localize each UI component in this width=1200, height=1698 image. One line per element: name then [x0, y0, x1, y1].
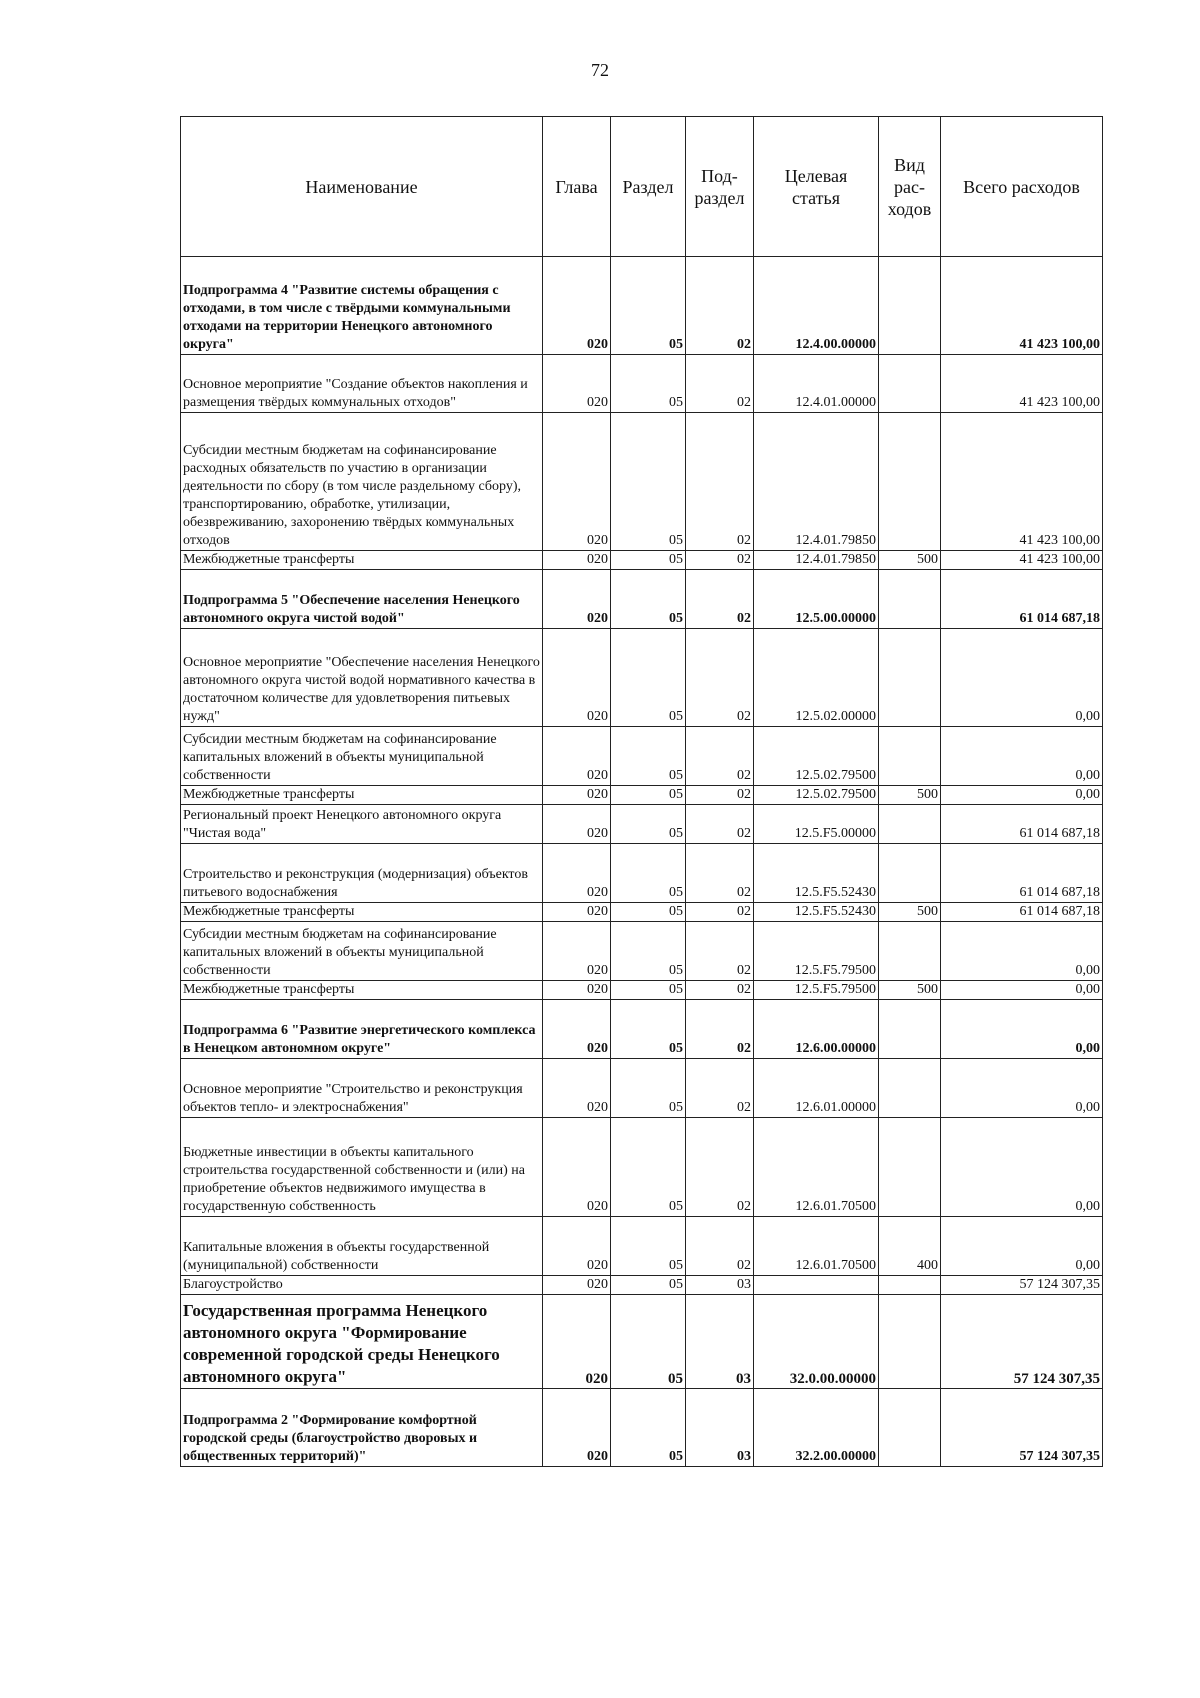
row-glava: 020: [543, 786, 611, 805]
row-name: Основное мероприятие "Строительство и реконструкция объектов тепло- и электроснабжения": [181, 1059, 543, 1118]
row-name: Подпрограмма 6 "Развитие энергетического комплекса в Ненецком автономном округе": [181, 1000, 543, 1059]
row-vsego: 41 423 100,00: [941, 257, 1103, 355]
row-tselevaya-statya: 12.6.01.00000: [754, 1059, 879, 1118]
row-podrazdel: 03: [686, 1389, 754, 1467]
row-tselevaya-statya: 12.6.01.70500: [754, 1118, 879, 1217]
row-glava: 020: [543, 1217, 611, 1276]
row-podrazdel: 02: [686, 786, 754, 805]
row-vid-raskhodov: [879, 922, 941, 981]
row-glava: 020: [543, 1000, 611, 1059]
row-podrazdel: 02: [686, 805, 754, 844]
row-tselevaya-statya: 12.5.F5.79500: [754, 981, 879, 1000]
table-row: [181, 1276, 1103, 1295]
row-razdel: 05: [611, 1276, 686, 1295]
row-vid-raskhodov: [879, 844, 941, 903]
table-row: [181, 1389, 1103, 1467]
row-vsego: 0,00: [941, 922, 1103, 981]
row-razdel: 05: [611, 1217, 686, 1276]
row-vid-raskhodov: [879, 1059, 941, 1118]
row-name: Капитальные вложения в объекты государственной (муниципальной) собственности: [181, 1217, 543, 1276]
table-row: [181, 1295, 1103, 1389]
header-vsego: Всего расходов: [941, 117, 1103, 257]
row-glava: 020: [543, 1295, 611, 1389]
row-razdel: 05: [611, 257, 686, 355]
row-name: Благоустройство: [181, 1276, 543, 1295]
row-tselevaya-statya: 12.4.00.00000: [754, 257, 879, 355]
row-vid-raskhodov: [879, 1389, 941, 1467]
table-row: [181, 551, 1103, 570]
row-tselevaya-statya: 12.4.01.79850: [754, 413, 879, 551]
row-glava: 020: [543, 727, 611, 786]
row-podrazdel: 02: [686, 1118, 754, 1217]
row-vsego: 0,00: [941, 1118, 1103, 1217]
row-vid-raskhodov: 500: [879, 903, 941, 922]
row-razdel: 05: [611, 786, 686, 805]
row-razdel: 05: [611, 727, 686, 786]
row-glava: 020: [543, 922, 611, 981]
row-name: Межбюджетные трансферты: [181, 981, 543, 1000]
row-glava: 020: [543, 629, 611, 727]
row-vsego: 41 423 100,00: [941, 551, 1103, 570]
row-vsego: 61 014 687,18: [941, 805, 1103, 844]
row-razdel: 05: [611, 981, 686, 1000]
row-vsego: 0,00: [941, 727, 1103, 786]
row-podrazdel: 02: [686, 903, 754, 922]
row-name: Субсидии местным бюджетам на софинансирование расходных обязательств по участию в организации деятельности по сбору (в том числе раздельному сбору), транспортированию, обработке, утилизации, обезвреживанию, захоронению твёрдых коммунальных отходов: [181, 413, 543, 551]
row-razdel: 05: [611, 570, 686, 629]
row-name: Подпрограмма 5 "Обеспечение населения Ненецкого автономного округа чистой водой": [181, 570, 543, 629]
row-podrazdel: 02: [686, 257, 754, 355]
row-vid-raskhodov: [879, 1118, 941, 1217]
row-glava: 020: [543, 1059, 611, 1118]
row-glava: 020: [543, 981, 611, 1000]
row-razdel: 05: [611, 355, 686, 413]
row-vid-raskhodov: [879, 257, 941, 355]
table-row: [181, 355, 1103, 413]
row-vid-raskhodov: [879, 1276, 941, 1295]
row-tselevaya-statya: 12.5.02.79500: [754, 786, 879, 805]
row-tselevaya-statya: 32.2.00.00000: [754, 1389, 879, 1467]
row-vsego: 57 124 307,35: [941, 1389, 1103, 1467]
row-podrazdel: 02: [686, 844, 754, 903]
row-razdel: 05: [611, 844, 686, 903]
row-vid-raskhodov: [879, 570, 941, 629]
row-name: Строительство и реконструкция (модернизация) объектов питьевого водоснабжения: [181, 844, 543, 903]
table-row: [181, 1118, 1103, 1217]
table-row: [181, 1059, 1103, 1118]
table-header-row: [181, 117, 1103, 257]
row-podrazdel: 02: [686, 551, 754, 570]
row-razdel: 05: [611, 1295, 686, 1389]
row-podrazdel: 02: [686, 1059, 754, 1118]
row-vsego: 0,00: [941, 786, 1103, 805]
row-razdel: 05: [611, 1059, 686, 1118]
row-vsego: 57 124 307,35: [941, 1295, 1103, 1389]
row-vsego: 61 014 687,18: [941, 844, 1103, 903]
row-vsego: 0,00: [941, 1000, 1103, 1059]
row-glava: 020: [543, 903, 611, 922]
table-row: [181, 903, 1103, 922]
table-row: [181, 413, 1103, 551]
header-podrazdel: Под- раздел: [686, 117, 754, 257]
header-glava: Глава: [543, 117, 611, 257]
header-razdel: Раздел: [611, 117, 686, 257]
row-tselevaya-statya: 12.5.00.00000: [754, 570, 879, 629]
row-podrazdel: 02: [686, 1217, 754, 1276]
row-vsego: 0,00: [941, 981, 1103, 1000]
row-razdel: 05: [611, 903, 686, 922]
row-podrazdel: 03: [686, 1295, 754, 1389]
row-tselevaya-statya: 12.4.01.79850: [754, 551, 879, 570]
row-razdel: 05: [611, 629, 686, 727]
row-vsego: 61 014 687,18: [941, 903, 1103, 922]
table-row: [181, 629, 1103, 727]
row-glava: 020: [543, 355, 611, 413]
header-vid-raskhodov: Вид рас- ходов: [879, 117, 941, 257]
row-vid-raskhodov: 500: [879, 551, 941, 570]
row-tselevaya-statya: 12.5.F5.79500: [754, 922, 879, 981]
row-name: Подпрограмма 2 "Формирование комфортной городской среды (благоустройство дворовых и общественных территорий)": [181, 1389, 543, 1467]
row-name: Государственная программа Ненецкого автономного округа "Формирование современной городской среды Ненецкого автономного округа": [181, 1295, 543, 1389]
row-glava: 020: [543, 1389, 611, 1467]
row-tselevaya-statya: 12.4.01.00000: [754, 355, 879, 413]
row-tselevaya-statya: 12.5.F5.00000: [754, 805, 879, 844]
row-razdel: 05: [611, 922, 686, 981]
row-razdel: 05: [611, 1000, 686, 1059]
row-vid-raskhodov: [879, 413, 941, 551]
row-tselevaya-statya: 32.0.00.00000: [754, 1295, 879, 1389]
row-vsego: 41 423 100,00: [941, 413, 1103, 551]
row-glava: 020: [543, 570, 611, 629]
row-podrazdel: 02: [686, 1000, 754, 1059]
row-podrazdel: 02: [686, 413, 754, 551]
row-vsego: 0,00: [941, 1217, 1103, 1276]
row-name: Субсидии местным бюджетам на софинансирование капитальных вложений в объекты муниципальной собственности: [181, 727, 543, 786]
row-vsego: 0,00: [941, 1059, 1103, 1118]
row-tselevaya-statya: 12.5.02.00000: [754, 629, 879, 727]
row-vid-raskhodov: 500: [879, 786, 941, 805]
row-glava: 020: [543, 1118, 611, 1217]
row-vid-raskhodov: 400: [879, 1217, 941, 1276]
row-podrazdel: 02: [686, 570, 754, 629]
header-name: Наименование: [181, 117, 543, 257]
row-name: Основное мероприятие "Создание объектов накопления и размещения твёрдых коммунальных отходов": [181, 355, 543, 413]
row-vsego: 41 423 100,00: [941, 355, 1103, 413]
row-tselevaya-statya: 12.6.00.00000: [754, 1000, 879, 1059]
table-row: [181, 1217, 1103, 1276]
row-name: Подпрограмма 4 "Развитие системы обращения с отходами, в том числе с твёрдыми коммунальными отходами на территории Ненецкого автономного округа": [181, 257, 543, 355]
row-razdel: 05: [611, 413, 686, 551]
table-row: [181, 786, 1103, 805]
row-podrazdel: 03: [686, 1276, 754, 1295]
row-vid-raskhodov: [879, 727, 941, 786]
row-tselevaya-statya: 12.6.01.70500: [754, 1217, 879, 1276]
row-podrazdel: 02: [686, 727, 754, 786]
row-glava: 020: [543, 844, 611, 903]
row-vid-raskhodov: [879, 629, 941, 727]
row-razdel: 05: [611, 551, 686, 570]
table-row: [181, 805, 1103, 844]
table-row: [181, 922, 1103, 981]
row-name: Межбюджетные трансферты: [181, 903, 543, 922]
row-vid-raskhodov: [879, 805, 941, 844]
row-razdel: 05: [611, 805, 686, 844]
row-vsego: 61 014 687,18: [941, 570, 1103, 629]
row-vsego: 57 124 307,35: [941, 1276, 1103, 1295]
row-name: Субсидии местным бюджетам на софинансирование капитальных вложений в объекты муниципальной собственности: [181, 922, 543, 981]
row-glava: 020: [543, 413, 611, 551]
row-glava: 020: [543, 257, 611, 355]
table-row: [181, 257, 1103, 355]
row-tselevaya-statya: 12.5.F5.52430: [754, 903, 879, 922]
row-podrazdel: 02: [686, 355, 754, 413]
row-tselevaya-statya: 12.5.02.79500: [754, 727, 879, 786]
table-row: [181, 727, 1103, 786]
row-tselevaya-statya: [754, 1276, 879, 1295]
row-vid-raskhodov: [879, 1295, 941, 1389]
row-vsego: 0,00: [941, 629, 1103, 727]
row-name: Основное мероприятие "Обеспечение населения Ненецкого автономного округа чистой водой нормативного качества в достаточном количестве для удовлетворения питьевых нужд": [181, 629, 543, 727]
row-name: Межбюджетные трансферты: [181, 786, 543, 805]
row-tselevaya-statya: 12.5.F5.52430: [754, 844, 879, 903]
row-name: Бюджетные инвестиции в объекты капитального строительства государственной собственности и (или) на приобретение объектов недвижимого имущества в государственную собственность: [181, 1118, 543, 1217]
table-row: [181, 570, 1103, 629]
table-row: [181, 981, 1103, 1000]
budget-table: [180, 116, 1103, 1467]
row-glava: 020: [543, 551, 611, 570]
row-vid-raskhodov: 500: [879, 981, 941, 1000]
table-row: [181, 1000, 1103, 1059]
row-glava: 020: [543, 805, 611, 844]
table-row: [181, 844, 1103, 903]
row-vid-raskhodov: [879, 1000, 941, 1059]
row-vid-raskhodov: [879, 355, 941, 413]
row-glava: 020: [543, 1276, 611, 1295]
row-name: Региональный проект Ненецкого автономного округа "Чистая вода": [181, 805, 543, 844]
row-razdel: 05: [611, 1389, 686, 1467]
row-name: Межбюджетные трансферты: [181, 551, 543, 570]
row-podrazdel: 02: [686, 922, 754, 981]
row-razdel: 05: [611, 1118, 686, 1217]
header-tselevaya-statya: Целевая статья: [754, 117, 879, 257]
row-podrazdel: 02: [686, 981, 754, 1000]
page-number: 72: [591, 60, 609, 80]
row-podrazdel: 02: [686, 629, 754, 727]
